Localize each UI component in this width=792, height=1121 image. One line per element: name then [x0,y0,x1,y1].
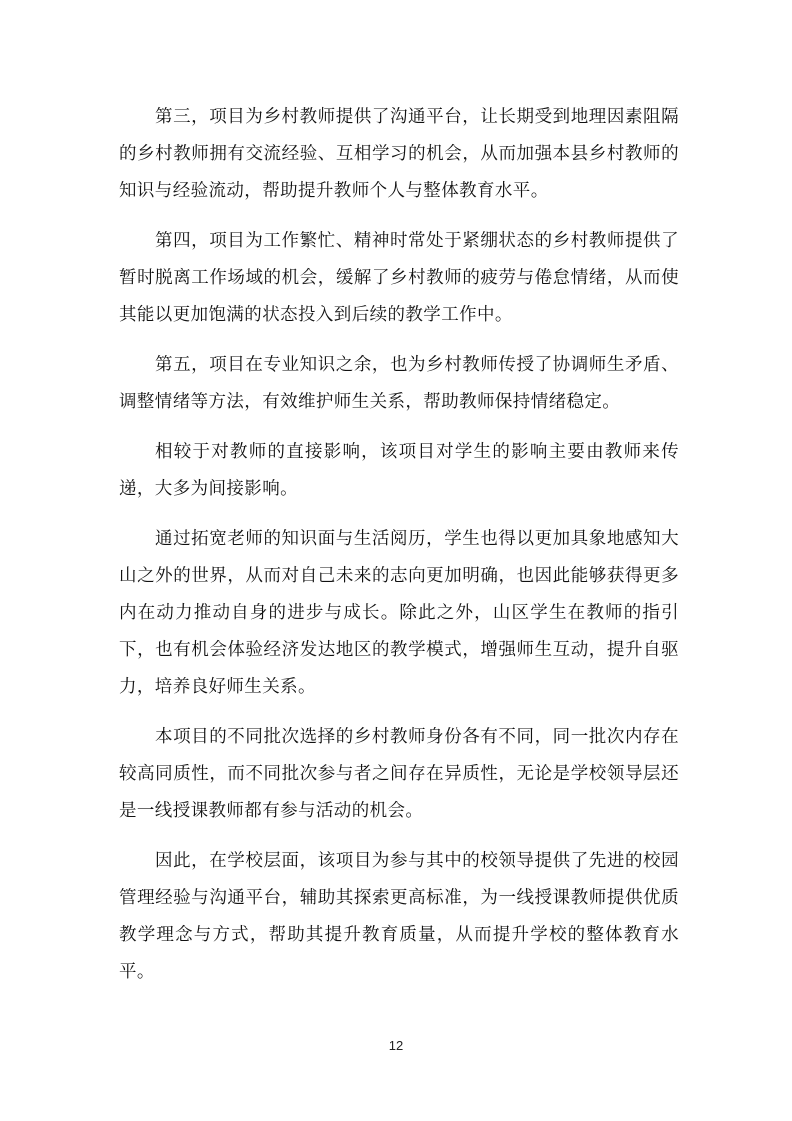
paragraph-indirect-impact-on-students: 相较于对教师的直接影响，该项目对学生的影响主要由教师来传递，大多为间接影响。 [119,442,679,499]
body-text [119,99,679,1004]
paragraph-project-conflict-methods: 第五，项目在专业知识之余，也为乡村教师传授了协调师生矛盾、调整情绪等方法，有效维护师生关系，帮助教师保持情绪稳定。 [119,355,679,412]
page-number: 12 [388,1038,404,1053]
paragraph-project-relief-from-work: 第四，项目为工作繁忙、精神时常处于紧绷状态的乡村教师提供了暂时脱离工作场域的机会，缓解了乡村教师的疲劳与倦怠情绪，从而使其能以更加饱满的状态投入到后续的教学工作中。 [119,231,679,325]
paragraph-project-communication-platform: 第三，项目为乡村教师提供了沟通平台，让长期受到地理因素阻隔的乡村教师拥有交流经验、互相学习的机会，从而加强本县乡村教师的知识与经验流动，帮助提升教师个人与整体教育水平。 [119,107,679,201]
paragraph-school-level-impact: 因此，在学校层面，该项目为参与其中的校领导提供了先进的校园管理经验与沟通平台，辅助其探索更高标准，为一线授课教师提供优质教学理念与方式，帮助其提升教育质量，从而提升学校的整体教育水平。 [119,851,679,982]
paragraph-teacher-batches: 本项目的不同批次选择的乡村教师身份各有不同，同一批次内存在较高同质性，而不同批次参与者之间存在异质性，无论是学校领导层还是一线授课教师都有参与活动的机会。 [119,727,679,821]
paragraph-student-growth: 通过拓宽老师的知识面与生活阅历，学生也得以更加具象地感知大山之外的世界，从而对自己未来的志向更加明确，也因此能够获得更多内在动力推动自身的进步与成长。除此之外，山区学生在教师的指引下，也有机会体验经济发达地区的教学模式，增强师生互动，提升自驱力，培养良好师生关系。 [119,529,679,697]
